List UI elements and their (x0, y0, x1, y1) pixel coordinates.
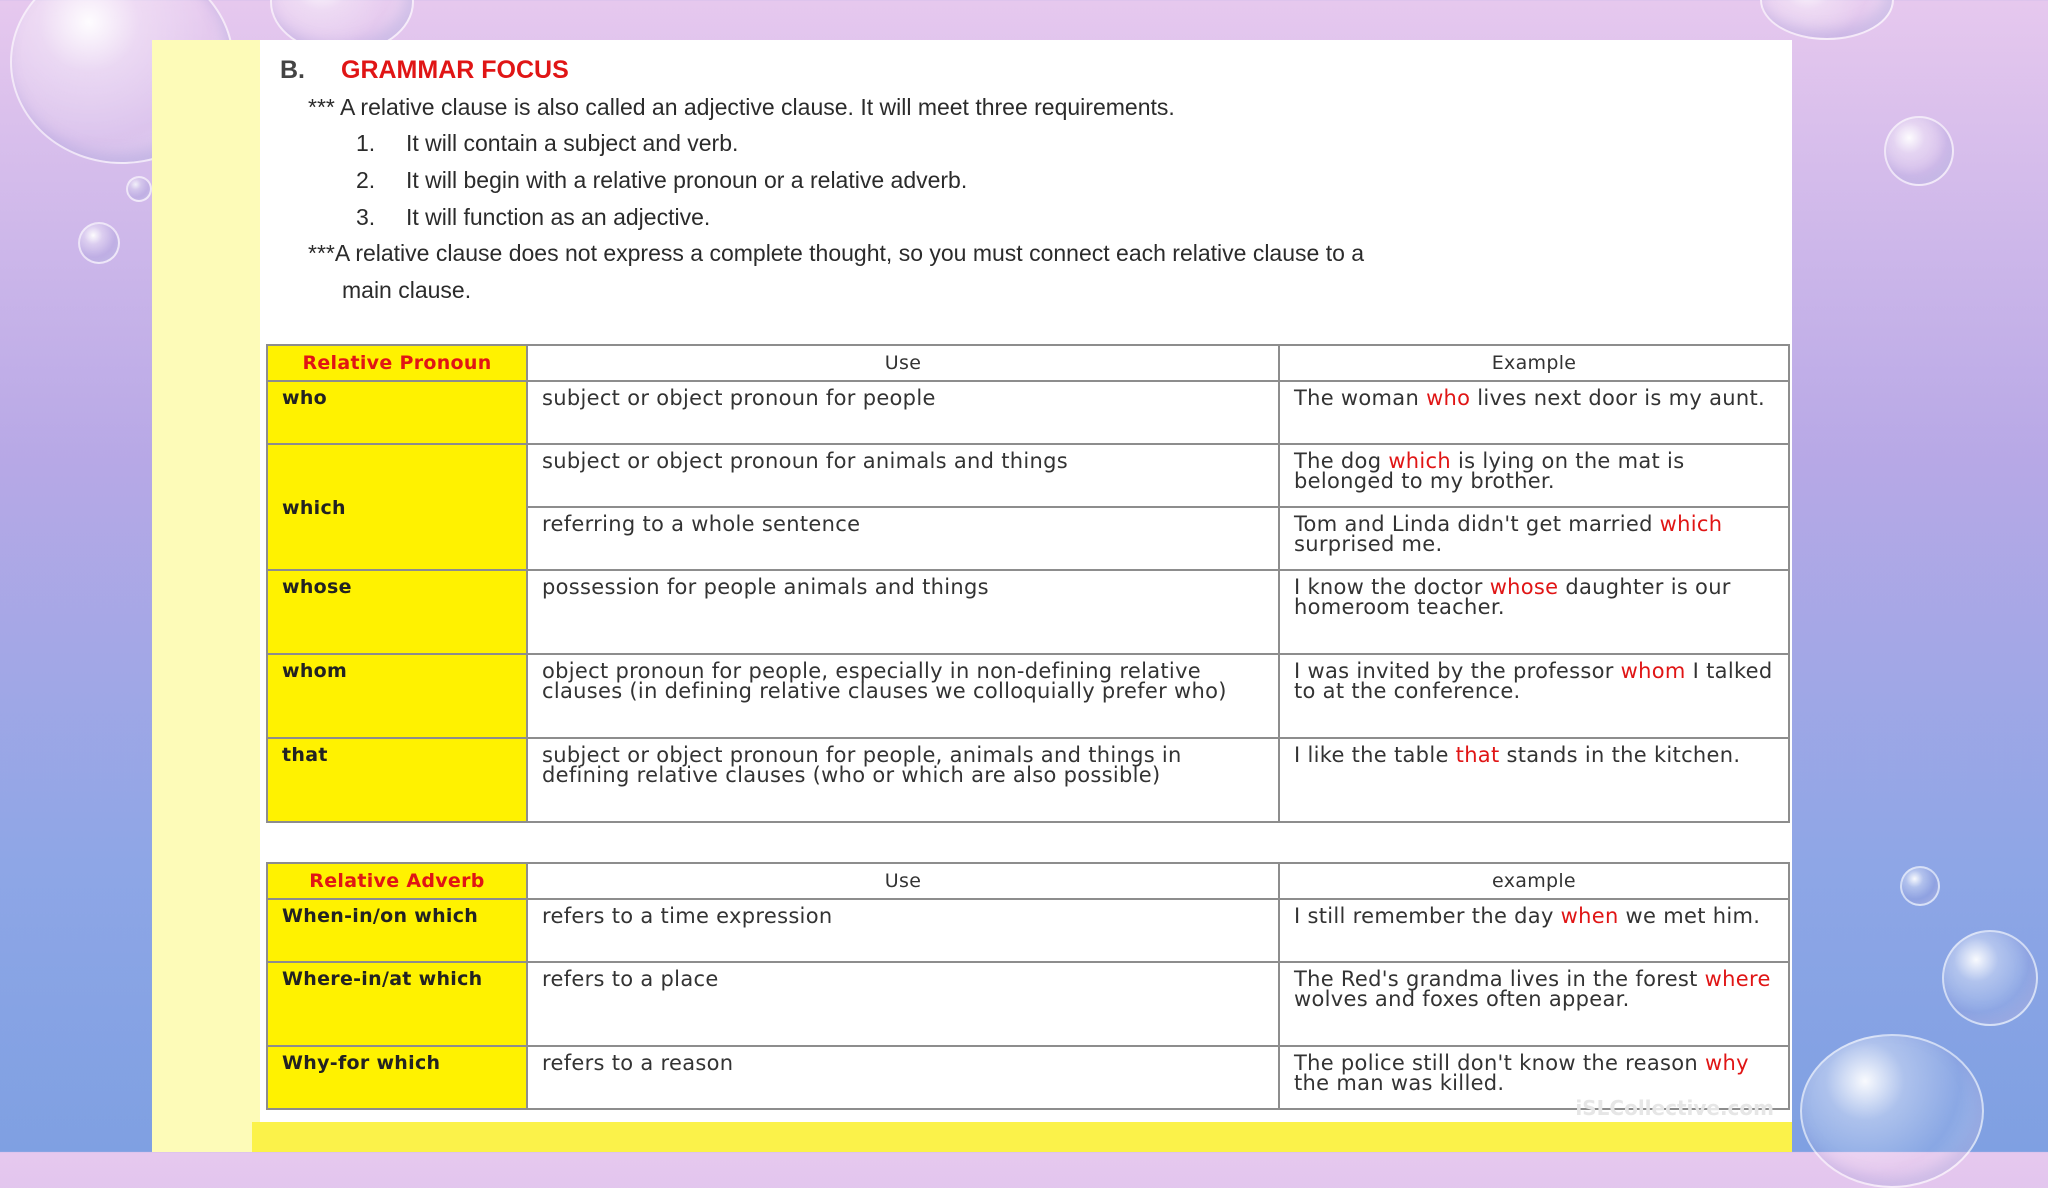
pronoun-cell: whom (267, 654, 527, 738)
intro-note-2: ***A relative clause does not express a complete thought, so you must connect each relative clause to a (308, 240, 1365, 266)
highlighted-adverb: where (1704, 967, 1771, 991)
table-row (267, 738, 1789, 822)
highlighted-adverb: when (1560, 904, 1619, 928)
slide (152, 40, 1792, 1152)
bubble-decoration (78, 222, 120, 264)
use-cell: refers to a time expression (527, 899, 1279, 962)
highlighted-pronoun: whom (1620, 659, 1686, 683)
relative-pronoun-table (266, 344, 1790, 823)
use-cell: refers to a reason (527, 1046, 1279, 1109)
table-row (267, 962, 1789, 1046)
pronoun-cell: which (267, 444, 527, 570)
requirement-text: It will function as an adjective. (406, 204, 711, 230)
column-header-example: example (1279, 863, 1789, 899)
pronoun-cell: whose (267, 570, 527, 654)
example-cell: I still remember the day when we met him. (1279, 899, 1789, 962)
use-cell: possession for people animals and things (527, 570, 1279, 654)
adverb-cell: When-in/on which (267, 899, 527, 962)
bubble-decoration (1760, 0, 1894, 40)
adverb-cell: Why-for which (267, 1046, 527, 1109)
example-cell: Tom and Linda didn't get married which surprised me. (1279, 507, 1789, 570)
intro-note-1: *** A relative clause is also called an adjective clause. It will meet three requirements. (308, 94, 1175, 120)
example-cell: I know the doctor whose daughter is our homeroom teacher. (1279, 570, 1789, 654)
bubble-decoration (1942, 930, 2038, 1026)
use-cell: referring to a whole sentence (527, 507, 1279, 570)
table-row (267, 654, 1789, 738)
bubble-decoration (126, 176, 152, 202)
example-cell: I like the table that stands in the kitchen. (1279, 738, 1789, 822)
worksheet-page (260, 40, 1792, 1123)
requirement-item (356, 204, 710, 231)
requirement-text: It will begin with a relative pronoun or a relative adverb. (406, 167, 968, 193)
example-cell: I was invited by the professor whom I talked to at the conference. (1279, 654, 1789, 738)
adverb-cell: Where-in/at which (267, 962, 527, 1046)
use-cell: subject or object pronoun for animals and things (527, 444, 1279, 507)
requirement-number: 3. (356, 204, 376, 230)
highlighted-adverb: why (1705, 1051, 1749, 1075)
requirement-number: 2. (356, 167, 376, 193)
column-header-relative-adverb: Relative Adverb (267, 863, 527, 899)
pronoun-cell: that (267, 738, 527, 822)
table-header-row (267, 345, 1789, 381)
requirement-number: 1. (356, 130, 376, 156)
table-row (267, 444, 1789, 507)
bubble-decoration (1884, 116, 1954, 186)
highlighted-pronoun: that (1455, 743, 1500, 767)
use-cell: subject or object pronoun for people, animals and things in defining relative clauses (who or which are also possible) (527, 738, 1279, 822)
table-row (267, 570, 1789, 654)
highlighted-pronoun: which (1659, 512, 1723, 536)
highlighted-pronoun: whose (1489, 575, 1559, 599)
example-cell: The Red's grandma lives in the forest where wolves and foxes often appear. (1279, 962, 1789, 1046)
use-cell: subject or object pronoun for people (527, 381, 1279, 444)
highlighted-pronoun: which (1388, 449, 1452, 473)
bubble-decoration (1900, 866, 1940, 906)
pronoun-cell: who (267, 381, 527, 444)
column-header-relative-pronoun: Relative Pronoun (267, 345, 527, 381)
requirement-item (356, 130, 738, 157)
example-cell: The police still don't know the reason why the man was killed. (1279, 1046, 1789, 1109)
use-cell: object pronoun for people, especially in non-defining relative clauses (in defining relative clauses we colloquially prefer who) (527, 654, 1279, 738)
table-header-row (267, 863, 1789, 899)
bottom-band (252, 1122, 1792, 1152)
example-cell: The dog which is lying on the mat is belonged to my brother. (1279, 444, 1789, 507)
highlighted-pronoun: who (1426, 386, 1471, 410)
requirement-text: It will contain a subject and verb. (406, 130, 739, 156)
intro-note-2-cont: main clause. (342, 277, 472, 303)
table-row (267, 899, 1789, 962)
section-heading (280, 56, 569, 85)
example-cell: The woman who lives next door is my aunt. (1279, 381, 1789, 444)
column-header-use: Use (527, 345, 1279, 381)
relative-adverb-table (266, 862, 1790, 1110)
use-cell: refers to a place (527, 962, 1279, 1046)
section-letter: B. (280, 56, 305, 84)
table-row (267, 381, 1789, 444)
table-row (267, 1046, 1789, 1109)
column-header-use: Use (527, 863, 1279, 899)
watermark: iSLCollective.com (1575, 1096, 1774, 1120)
bubble-decoration (1800, 1034, 1984, 1188)
requirement-item (356, 167, 967, 194)
section-title: GRAMMAR FOCUS (341, 56, 569, 84)
column-header-example: Example (1279, 345, 1789, 381)
